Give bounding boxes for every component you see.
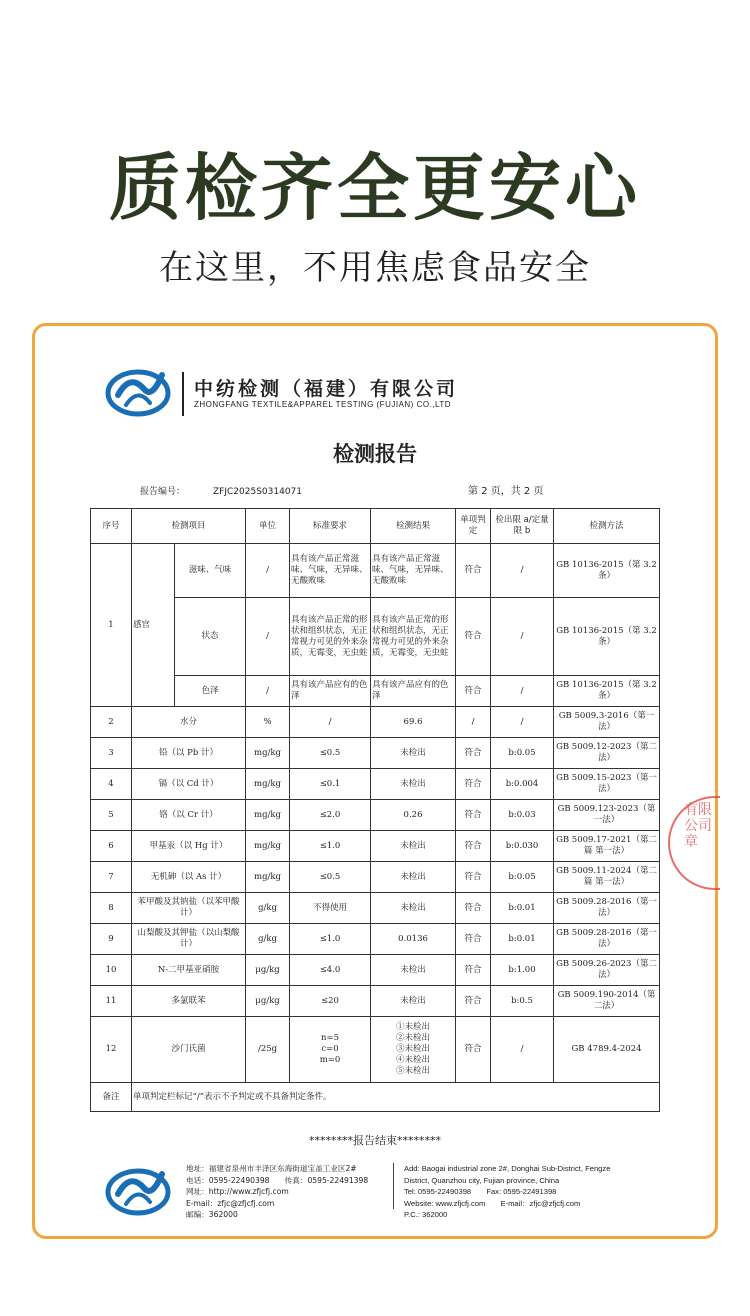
unit-cell: mg/kg: [246, 769, 290, 800]
row-number: 1: [91, 544, 132, 707]
remark-row: [91, 1083, 660, 1112]
table-row: [91, 1017, 660, 1083]
header-cell: 检测方法: [554, 509, 660, 544]
item-cell: 无机砷（以 As 计）: [132, 862, 246, 893]
item-cell: 沙门氏菌: [132, 1017, 246, 1083]
table-header-row: [91, 509, 660, 544]
page-indicator: 第 2 页，共 2 页: [468, 486, 544, 497]
report-number-label: 报告编号：: [140, 487, 186, 497]
result-cell: 未检出: [371, 955, 456, 986]
header-cell: 检测项目: [132, 509, 246, 544]
result-line: ②未检出: [396, 1033, 431, 1043]
limit-cell: b:0.5: [491, 986, 554, 1017]
requirement-cell: 具有该产品正常滋味、气味，无异味、无酸败味: [290, 544, 371, 598]
row-number: 11: [91, 986, 132, 1017]
unit-cell: /: [246, 676, 290, 707]
unit-cell: /: [246, 598, 290, 676]
result-cell: 0.0136: [371, 924, 456, 955]
judge-cell: 符合: [456, 955, 491, 986]
row-number: 5: [91, 800, 132, 831]
requirement-cell: /: [290, 707, 371, 738]
report-table: [90, 508, 660, 1112]
limit-cell: /: [491, 1017, 554, 1083]
table-row: [91, 986, 660, 1017]
result-cell: [371, 1017, 456, 1083]
row-number: 9: [91, 924, 132, 955]
footer-contact-en: [404, 1163, 610, 1221]
footer-line: 电话：0595-22490398 传真：0595-22491398: [186, 1175, 369, 1185]
requirement-cell: ≤0.5: [290, 738, 371, 769]
result-cell: 未检出: [371, 738, 456, 769]
row-number: 12: [91, 1017, 132, 1083]
report-end-marker: ********报告结束********: [309, 1134, 441, 1147]
header-cell: 检测结果: [371, 509, 456, 544]
footer-line: 邮编：362000: [186, 1210, 238, 1219]
judge-cell: 符合: [456, 598, 491, 676]
requirement-line: m=0: [319, 1055, 341, 1065]
table-row: [91, 893, 660, 924]
unit-cell: /25g: [246, 1017, 290, 1083]
method-cell: GB 5009.3-2016（第一法）: [554, 707, 660, 738]
logo-divider: [182, 372, 184, 416]
requirement-cell: ≤2.0: [290, 800, 371, 831]
footer-line: E-mail：zfjc@zfjcfj.com: [186, 1198, 275, 1208]
red-seal-stamp: 有限公司章: [668, 796, 720, 890]
method-cell: GB 5009.17-2021（第二篇 第一法）: [554, 831, 660, 862]
method-cell: GB 5009.28-2016（第一法）: [554, 924, 660, 955]
company-name-cn: 中纺检测（福建）有限公司: [194, 378, 459, 400]
unit-cell: %: [246, 707, 290, 738]
method-cell: GB 5009.12-2023（第二法）: [554, 738, 660, 769]
result-cell: 具有该产品应有的色泽: [371, 676, 456, 707]
judge-cell: 符合: [456, 986, 491, 1017]
judge-cell: 符合: [456, 924, 491, 955]
limit-cell: b:0.05: [491, 738, 554, 769]
method-cell: GB 10136-2015（第 3.2 条）: [554, 598, 660, 676]
footer-line: District, Quanzhou city, Fujian province, China: [404, 1175, 560, 1185]
item-cell: 铬（以 Cr 计）: [132, 800, 246, 831]
judge-cell: 符合: [456, 544, 491, 598]
header-cell: 单项判定: [456, 509, 491, 544]
limit-cell: b:0.01: [491, 893, 554, 924]
table-row: [91, 707, 660, 738]
result-line: ⑤未检出: [396, 1066, 431, 1076]
requirement-cell: ≤0.1: [290, 769, 371, 800]
requirement-cell: [290, 1017, 371, 1083]
header-cell: 检出限 a/定量限 b: [491, 509, 554, 544]
footer-line: Add: Baogai industrial zone 2#, Donghai Sub-District, Fengze: [404, 1164, 611, 1173]
method-cell: GB 10136-2015（第 3.2 条）: [554, 676, 660, 707]
limit-cell: b:0.030: [491, 831, 554, 862]
row-number: 2: [91, 707, 132, 738]
item-cell: 苯甲酸及其钠盐（以苯甲酸计）: [132, 893, 246, 924]
table-row: [91, 769, 660, 800]
result-cell: 0.26: [371, 800, 456, 831]
result-cell: 未检出: [371, 831, 456, 862]
limit-cell: b:0.05: [491, 862, 554, 893]
requirement-cell: ≤4.0: [290, 955, 371, 986]
footer-divider: [393, 1163, 394, 1209]
table-row: [91, 862, 660, 893]
judge-cell: 符合: [456, 800, 491, 831]
company-logo-icon: [104, 365, 172, 417]
table-row: [91, 800, 660, 831]
limit-cell: /: [491, 544, 554, 598]
limit-cell: b:0.01: [491, 924, 554, 955]
header-cell: 单位: [246, 509, 290, 544]
method-cell: GB 5009.26-2023（第二法）: [554, 955, 660, 986]
table-row: [91, 831, 660, 862]
result-cell: 具有该产品正常滋味、气味，无异味、无酸败味: [371, 544, 456, 598]
result-cell: 未检出: [371, 893, 456, 924]
item-cell: 镉（以 Cd 计）: [132, 769, 246, 800]
unit-cell: g/kg: [246, 924, 290, 955]
footer-line: P.C.: 362000: [404, 1210, 448, 1219]
table-row: [91, 676, 660, 707]
requirement-line: c=0: [321, 1044, 339, 1054]
result-cell: 未检出: [371, 862, 456, 893]
footer-line: Website: www.zfjcfj.com E-mail：zfjc@zfjcfj.com: [404, 1198, 581, 1208]
judge-cell: 符合: [456, 1017, 491, 1083]
item-cell: 山梨酸及其钾盐（以山梨酸计）: [132, 924, 246, 955]
judge-cell: 符合: [456, 831, 491, 862]
unit-cell: mg/kg: [246, 862, 290, 893]
header-cell: 序号: [91, 509, 132, 544]
method-cell: GB 4789.4-2024: [554, 1017, 660, 1083]
item-cell: 滋味、气味: [175, 544, 246, 598]
method-cell: GB 5009.190-2014（第二法）: [554, 986, 660, 1017]
report-title: 检测报告: [333, 442, 417, 466]
subline: 在这里，不用焦虑食品安全: [159, 248, 591, 288]
requirement-cell: 具有该产品应有的色泽: [290, 676, 371, 707]
method-cell: GB 5009.11-2024（第二篇 第一法）: [554, 862, 660, 893]
row-number: 6: [91, 831, 132, 862]
header-cell: 标准要求: [290, 509, 371, 544]
table-row: [91, 544, 660, 598]
limit-cell: b:0.004: [491, 769, 554, 800]
footer-line: 网址：http://www.zfjcfj.com: [186, 1187, 289, 1196]
item-cell: 多氯联苯: [132, 986, 246, 1017]
unit-cell: μg/kg: [246, 986, 290, 1017]
requirement-cell: ≤1.0: [290, 924, 371, 955]
item-cell: 铅（以 Pb 计）: [132, 738, 246, 769]
unit-cell: g/kg: [246, 893, 290, 924]
limit-cell: /: [491, 707, 554, 738]
row-number: 3: [91, 738, 132, 769]
judge-cell: 符合: [456, 738, 491, 769]
report-number-value: ZFJC2025S0314071: [213, 487, 302, 497]
footer-line: Tel: 0595-22490398 Fax: 0595-22491398: [404, 1187, 557, 1196]
judge-cell: 符合: [456, 676, 491, 707]
report-number: [140, 484, 330, 497]
row-number: 8: [91, 893, 132, 924]
limit-cell: b:1.00: [491, 955, 554, 986]
item-cell: N-二甲基亚硝胺: [132, 955, 246, 986]
judge-cell: /: [456, 707, 491, 738]
requirement-cell: 不得使用: [290, 893, 371, 924]
requirement-cell: 具有该产品正常的形状和组织状态，无正常视力可见的外来杂质，无霉变，无虫蛀: [290, 598, 371, 676]
limit-cell: /: [491, 598, 554, 676]
item-cell: 状态: [175, 598, 246, 676]
limit-cell: /: [491, 676, 554, 707]
result-cell: 69.6: [371, 707, 456, 738]
method-cell: GB 5009.28-2016（第一法）: [554, 893, 660, 924]
headline: 质检齐全更安心: [108, 146, 641, 230]
result-cell: 未检出: [371, 986, 456, 1017]
result-cell: 具有该产品正常的形状和组织状态，无正常视力可见的外来杂质，无霉变，无虫蛀: [371, 598, 456, 676]
requirement-cell: ≤0.5: [290, 862, 371, 893]
item-cell: 甲基汞（以 Hg 计）: [132, 831, 246, 862]
unit-cell: mg/kg: [246, 738, 290, 769]
method-cell: GB 5009.123-2023（第一法）: [554, 800, 660, 831]
unit-cell: mg/kg: [246, 800, 290, 831]
table-row: [91, 924, 660, 955]
footer-line: 地址：福建省泉州市丰泽区东海街道宝盖工业区2#: [186, 1164, 357, 1173]
remark-text: 单项判定栏标记“/”表示不予判定或不具备判定条件。: [132, 1083, 660, 1112]
row-number: 10: [91, 955, 132, 986]
judge-cell: 符合: [456, 769, 491, 800]
requirement-cell: ≤1.0: [290, 831, 371, 862]
item-cell: 色泽: [175, 676, 246, 707]
result-line: ①未检出: [396, 1022, 431, 1032]
sensory-group: 感官: [132, 544, 175, 707]
unit-cell: μg/kg: [246, 955, 290, 986]
method-cell: GB 10136-2015（第 3.2 条）: [554, 544, 660, 598]
row-number: 7: [91, 862, 132, 893]
unit-cell: mg/kg: [246, 831, 290, 862]
result-cell: 未检出: [371, 769, 456, 800]
table-row: [91, 598, 660, 676]
footer-logo-icon: [104, 1164, 172, 1216]
footer-contact-cn: [186, 1163, 368, 1221]
unit-cell: /: [246, 544, 290, 598]
result-line: ④未检出: [396, 1055, 431, 1065]
result-line: ③未检出: [396, 1044, 431, 1054]
simple-rows: [91, 707, 660, 1017]
requirement-line: n=5: [321, 1033, 340, 1043]
table-row: [91, 738, 660, 769]
requirement-cell: ≤20: [290, 986, 371, 1017]
limit-cell: b:0.03: [491, 800, 554, 831]
row-number: 4: [91, 769, 132, 800]
table-row: [91, 955, 660, 986]
judge-cell: 符合: [456, 862, 491, 893]
judge-cell: 符合: [456, 893, 491, 924]
item-cell: 水分: [132, 707, 246, 738]
method-cell: GB 5009.15-2023（第一法）: [554, 769, 660, 800]
company-name-en: ZHONGFANG TEXTILE&APPAREL TESTING (FUJIAN) CO.,LTD: [194, 400, 452, 409]
remark-label: 备注: [91, 1083, 132, 1112]
